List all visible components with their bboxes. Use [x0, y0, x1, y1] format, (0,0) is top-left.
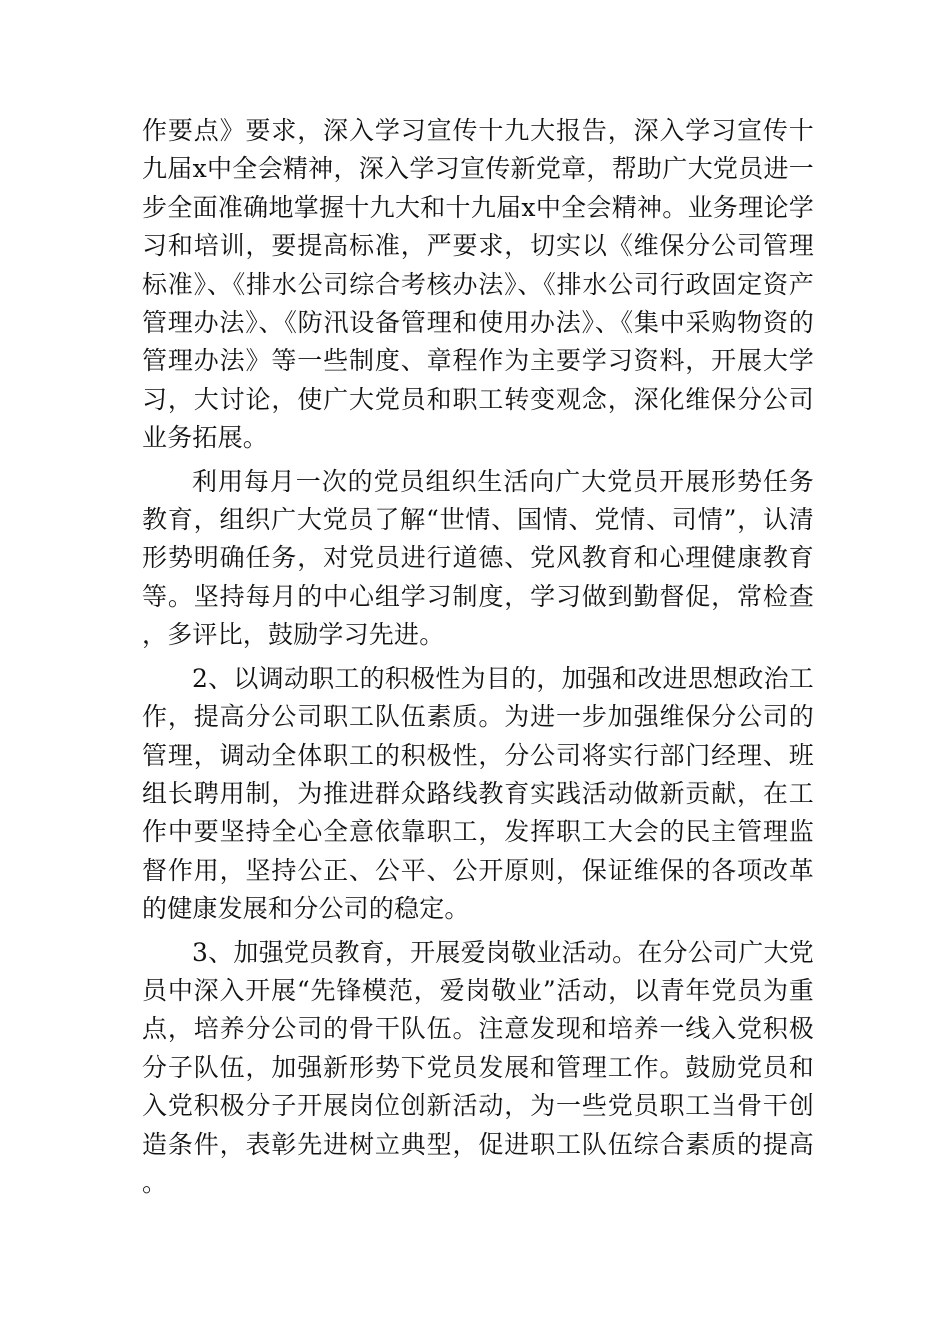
- paragraph-point-3: 3、加强党员教育，开展爱岗敬业活动。在分公司广大党员中深入开展“先锋模范，爱岗敬业”活动，以青年党员为重点，培养分公司的骨干队伍。注意发现和培养一线入党积极分子队伍，加强新形势下党员发展和管理工作。鼓励党员和入党积极分子开展岗位创新活动，为一些党员职工当骨干创造条件，表彰先进树立典型，促进职工队伍综合素质的提高。: [142, 937, 814, 1197]
- paragraph-continuation: 作要点》要求，深入学习宣传十九大报告，深入学习宣传十九届x中全会精神，深入学习宣传新党章，帮助广大党员进一步全面准确地掌握十九大和十九届x中全会精神。业务理论学习和培训，要提高标准，严要求，切实以《维保分公司管理标准》、《排水公司综合考核办法》、《排水公司行政固定资产管理办法》、《防汛设备管理和使用办法》、《集中采购物资的管理办法》等一些制度、章程作为主要学习资料，开展大学习，大讨论，使广大党员和职工转变观念，深化维保分公司业务拓展。: [142, 116, 814, 453]
- document-page: [142, 112, 814, 1207]
- paragraph-point-2: 2、以调动职工的积极性为目的，加强和改进思想政治工作，提高分公司职工队伍素质。为进一步加强维保分公司的管理，调动全体职工的积极性，分公司将实行部门经理、班组长聘用制，为推进群众路线教育实践活动做新贡献，在工作中要坚持全心全意依靠职工，发挥职工大会的民主管理监督作用，坚持公正、公平、公开原则，保证维保的各项改革的健康发展和分公司的稳定。: [142, 663, 814, 924]
- paragraph-situation-education: 利用每月一次的党员组织生活向广大党员开展形势任务教育，组织广大党员了解“世情、国情、党情、司情”，认清形势明确任务，对党员进行道德、党风教育和心理健康教育等。坚持每月的中心组学习制度，学习做到勤督促，常检查，多评比，鼓励学习先进。: [142, 466, 814, 650]
